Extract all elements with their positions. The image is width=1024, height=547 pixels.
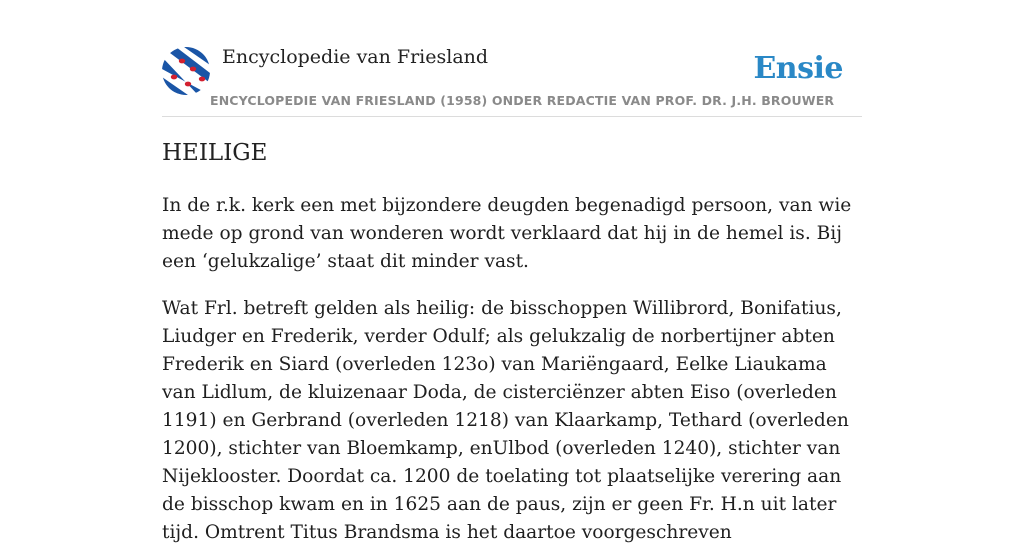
article-paragraph: Wat Frl. betreft gelden als heilig: de bisschoppen Willibrord, Bonifatius, Liudger en Frederik, verder Odulf; als gelukzalig de norbertijner abten Frederik en Siard (overleden 123o) van Mariëngaard, Eelke Liaukama van Lidlum, de kluizenaar Doda, de cisterciënzer abten Eiso (overleden 1191) en Gerbrand (overleden 1218) van Klaarkamp, Tethard (overleden 1200), stichter van Bloemkamp, enUlbod (overleden 1240), stichter van Nijeklooster. Doordat ca. 1200 de toelating tot plaatselijke verering aan de bisschop kwam en in 1625 aan de paus, zijn er geen Fr. H.n uit later tijd. Omtrent Titus Brandsma is het daartoe voorgeschreven [162, 298, 849, 543]
frisian-flag-icon[interactable] [162, 47, 210, 95]
source-subtitle: ENCYCLOPEDIE VAN FRIESLAND (1958) ONDER REDACTIE VAN PROF. DR. J.H. BROUWER [210, 93, 835, 108]
site-header [162, 0, 862, 117]
article-title: HEILIGE [162, 140, 268, 166]
brand-logo-text[interactable]: Ensie [753, 51, 843, 86]
page-container [162, 0, 862, 543]
site-title[interactable]: Encyclopedie van Friesland [222, 46, 489, 68]
article-paragraph: In de r.k. kerk een met bijzondere deugden begenadigd persoon, van wie mede op grond van wonderen wordt verklaard dat hij in de hemel is. Bij een ‘gelukzalige’ staat dit minder vast. [162, 195, 852, 272]
